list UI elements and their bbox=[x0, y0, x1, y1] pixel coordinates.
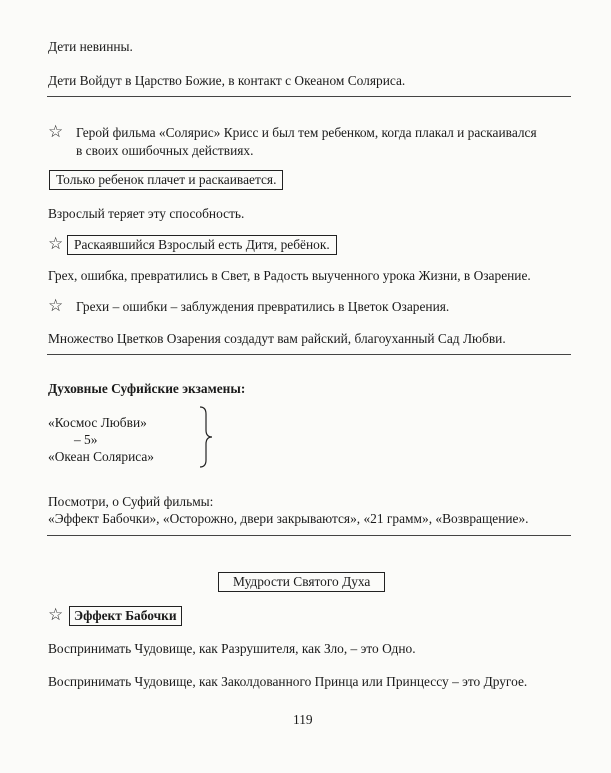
star-icon: ☆ bbox=[48, 296, 64, 316]
divider bbox=[47, 535, 571, 536]
star-icon: ☆ bbox=[48, 234, 64, 254]
text-line: Дети Войдут в Царство Божие, в контакт с Океаном Соляриса. bbox=[48, 73, 406, 88]
text-line: Взрослый теряет эту способность. bbox=[48, 206, 245, 221]
boxed-quote: Только ребенок плачет и раскаивается. bbox=[49, 170, 283, 190]
divider bbox=[47, 354, 571, 355]
exam-item: – 5» bbox=[74, 432, 98, 447]
exam-item: «Космос Любви» bbox=[48, 415, 147, 430]
curly-brace bbox=[198, 406, 214, 468]
text-line: Воспринимать Чудовище, как Заколдованного Принца или Принцессу – это Другое. bbox=[48, 674, 528, 689]
text-line: Посмотри, о Суфий фильмы: bbox=[48, 494, 214, 509]
boxed-quote: Раскаявшийся Взрослый есть Дитя, ребёнок. bbox=[67, 235, 337, 255]
divider bbox=[47, 96, 571, 97]
text-line: Герой фильма «Солярис» Крисс и был тем ребенком, когда плакал и раскаивался bbox=[76, 125, 537, 140]
star-icon: ☆ bbox=[48, 122, 64, 142]
text-line: Воспринимать Чудовище, как Разрушителя, как Зло, – это Одно. bbox=[48, 641, 416, 656]
page-number: 119 bbox=[293, 712, 313, 727]
exam-item: «Океан Соляриса» bbox=[48, 449, 155, 464]
star-icon: ☆ bbox=[48, 605, 64, 625]
boxed-title: Мудрости Святого Духа bbox=[218, 572, 385, 592]
text-line: Грехи – ошибки – заблуждения превратились в Цветок Озарения. bbox=[76, 299, 450, 314]
text-line: Множество Цветков Озарения создадут вам райский, благоуханный Сад Любви. bbox=[48, 331, 506, 346]
text-line: Грех, ошибка, превратились в Свет, в Радость выученного урока Жизни, в Озарение. bbox=[48, 268, 531, 283]
section-heading: Духовные Суфийские экзамены: bbox=[48, 381, 246, 396]
boxed-title: Эффект Бабочки bbox=[69, 606, 182, 626]
text-line: в своих ошибочных действиях. bbox=[76, 143, 254, 158]
text-line: Дети невинны. bbox=[48, 39, 133, 54]
text-line: «Эффект Бабочки», «Осторожно, двери закрываются», «21 грамм», «Возвращение». bbox=[48, 511, 529, 526]
